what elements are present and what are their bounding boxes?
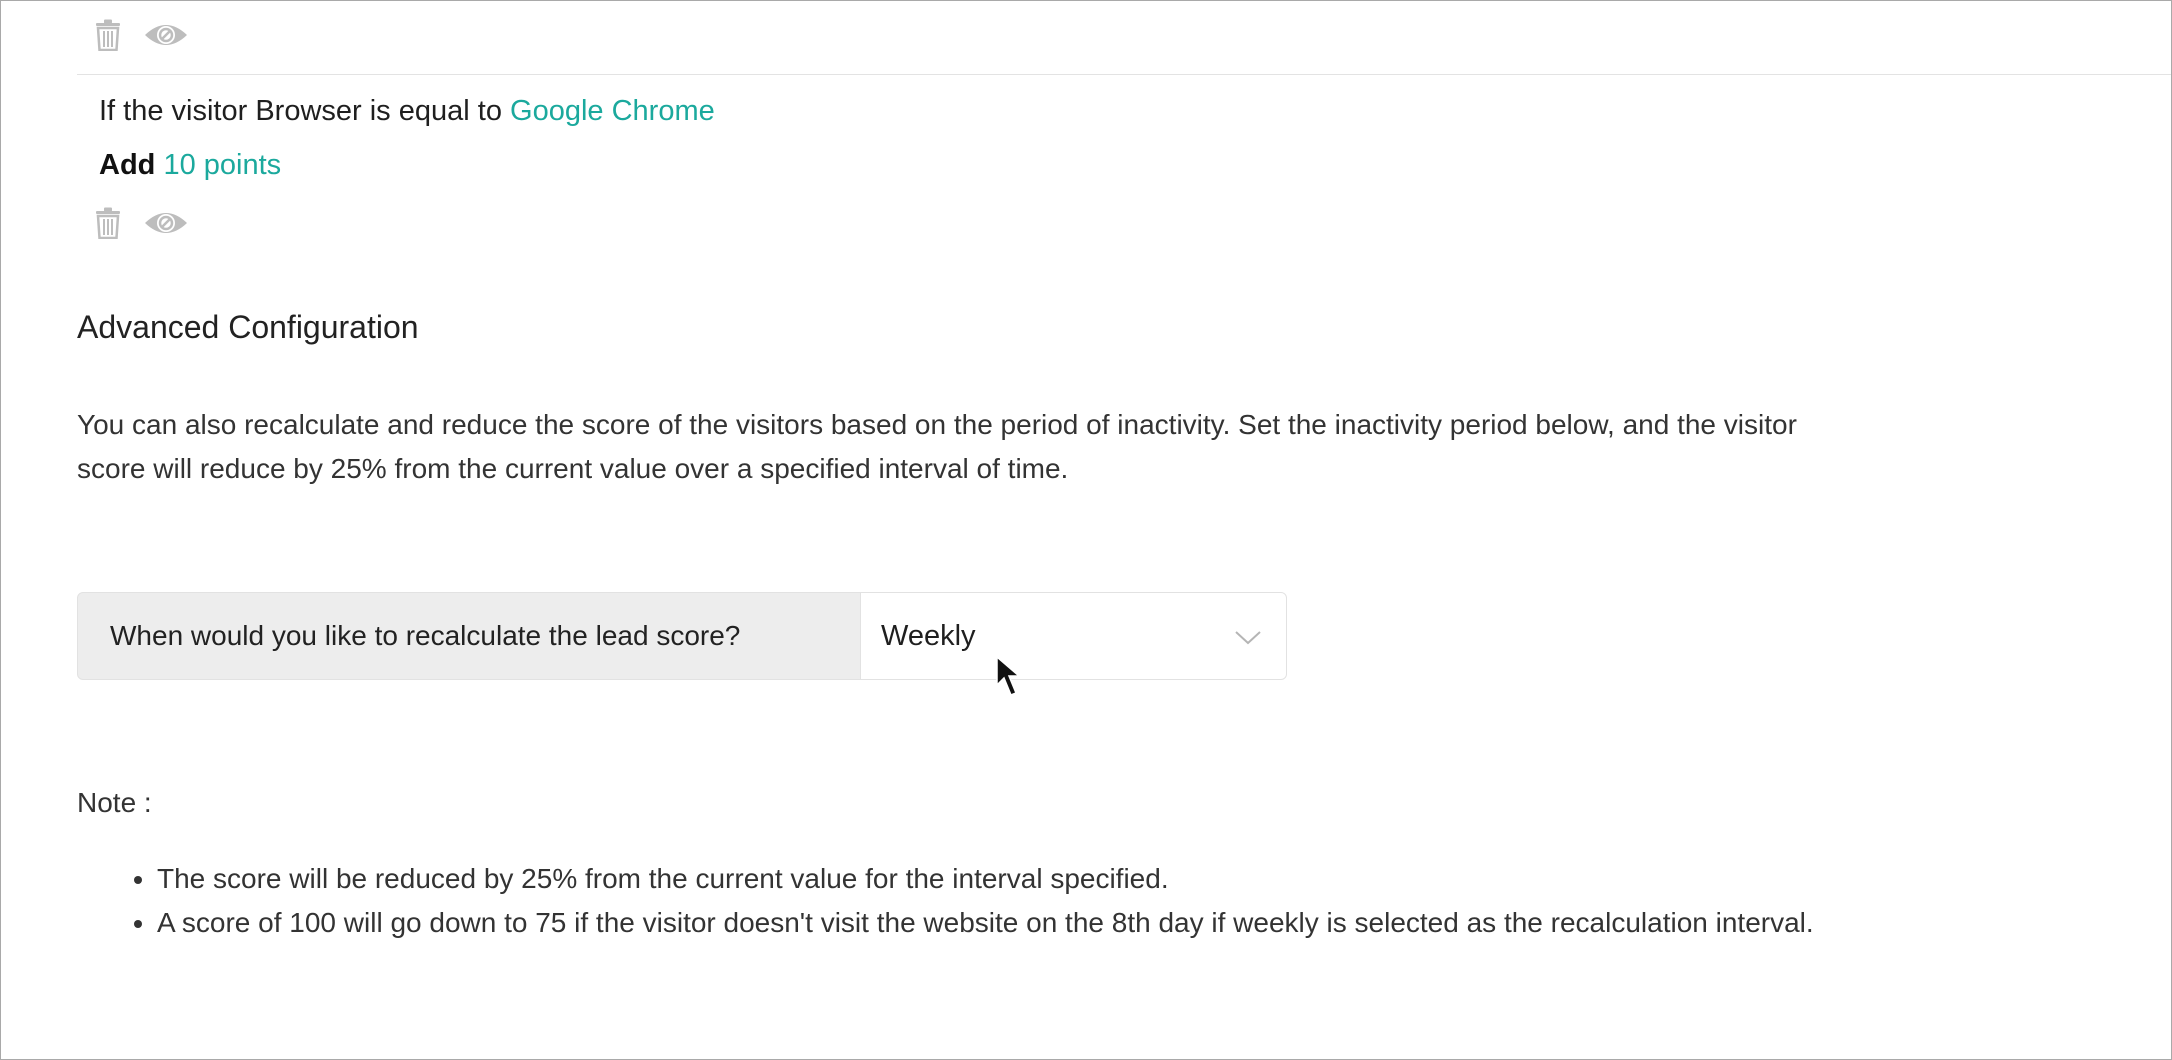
hidden-eye-icon[interactable] bbox=[143, 19, 189, 51]
recalculation-setting bbox=[77, 592, 1287, 680]
rule-actions bbox=[95, 207, 189, 239]
recalculation-question: When would you like to recalculate the lead score? bbox=[110, 620, 741, 651]
note-title: Note : bbox=[77, 787, 152, 818]
note-item: • The score will be reduced by 25% from the current value for the interval specified. bbox=[157, 857, 1877, 901]
rule-condition-text: If the visitor Browser is equal to bbox=[99, 95, 502, 127]
rule-action-points-link[interactable]: 10 points bbox=[163, 149, 282, 181]
rule-action bbox=[99, 149, 281, 182]
trash-icon[interactable] bbox=[95, 19, 121, 51]
rule-condition-value-link[interactable]: Google Chrome bbox=[510, 95, 715, 127]
recalculation-interval-select[interactable] bbox=[860, 593, 1286, 679]
section-description: You can also recalculate and reduce the score of the visitors based on the period of inactivity. Set the inactivity period below, and the visitor score will reduce by 25% from the current value over a specified interval of time. bbox=[77, 409, 1797, 484]
section-title: Advanced Configuration bbox=[77, 309, 419, 345]
mouse-pointer-icon bbox=[995, 655, 1027, 704]
hidden-eye-icon[interactable] bbox=[143, 207, 189, 239]
trash-icon[interactable] bbox=[95, 207, 121, 239]
rule-divider bbox=[77, 74, 2171, 75]
rule-actions-top bbox=[95, 19, 189, 51]
note-list bbox=[115, 857, 1877, 945]
recalculation-interval-value: Weekly bbox=[881, 619, 976, 652]
rule-action-verb: Add bbox=[99, 149, 156, 181]
chevron-down-icon bbox=[1234, 620, 1262, 653]
rule-condition bbox=[99, 95, 715, 128]
note-item: • A score of 100 will go down to 75 if the visitor doesn't visit the website on the 8th day if weekly is selected as the recalculation interval. bbox=[157, 901, 1877, 945]
